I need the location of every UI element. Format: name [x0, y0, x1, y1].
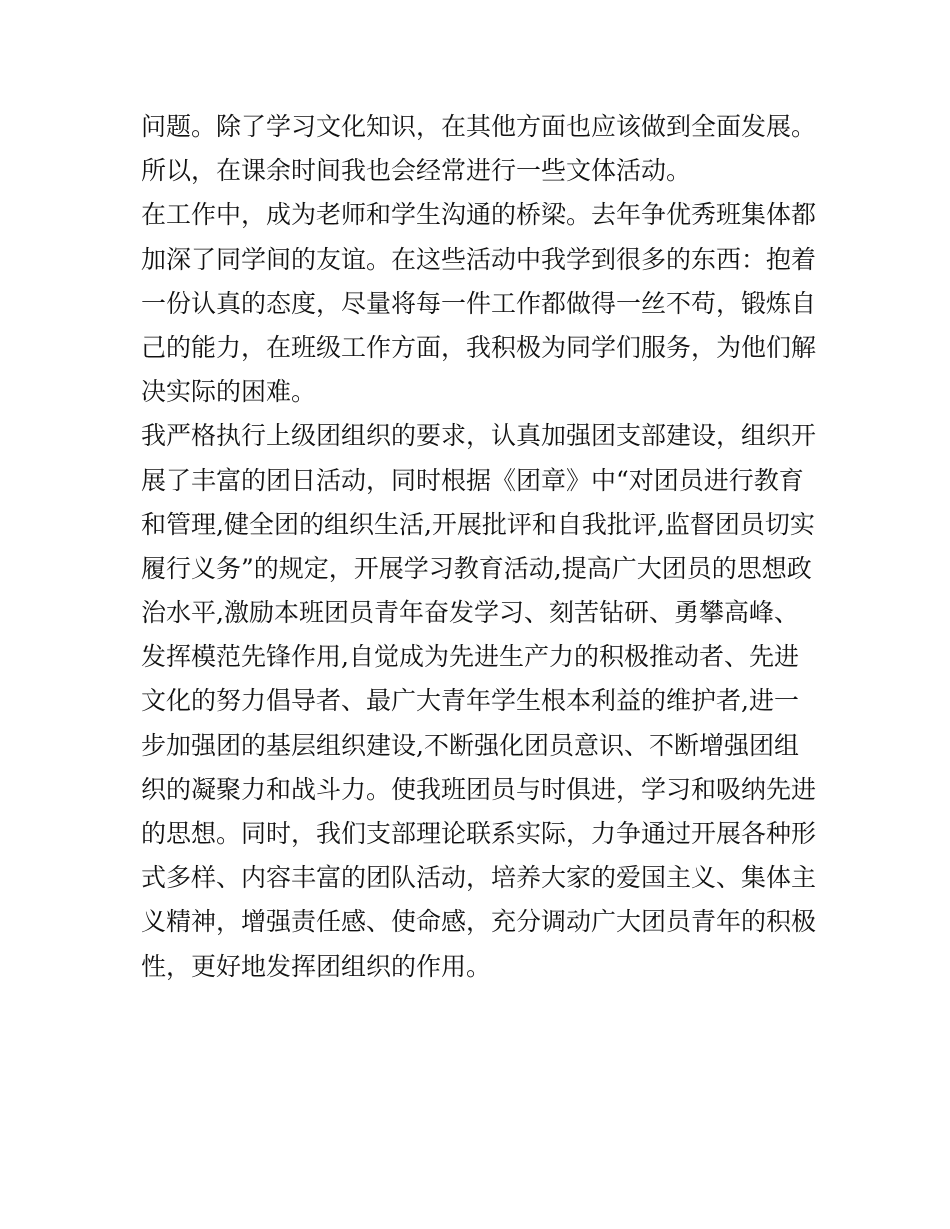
- text-line: 式多样、内容丰富的团队活动，培养大家的爱国主义、集体主: [141, 863, 817, 893]
- text-line: 履行义务”的规定，开展学习教育活动,提高广大团员的思想政: [141, 553, 812, 583]
- text-line: 所以，在课余时间我也会经常进行一些文体活动。: [141, 156, 692, 186]
- text-line: 和管理,健全团的组织生活,开展批评和自我批评,监督团员切实: [141, 509, 815, 539]
- text-line: 的思想。同时，我们支部理论联系实际，力争通过开展各种形: [141, 819, 817, 848]
- text-line: 一份认真的态度，尽量将每一件工作都做得一丝不苟，锻炼自: [141, 288, 817, 318]
- text-line: 展了丰富的团日活动，同时根据《团章》中“对团员进行教育: [141, 465, 804, 495]
- text-line: 步加强团的基层组织建设,不断强化团员意识、不断增强团组: [141, 730, 799, 760]
- text-line: 问题。除了学习文化知识，在其他方面也应该做到全面发展。: [141, 112, 817, 141]
- text-line: 我严格执行上级团组织的要求，认真加强团支部建设，组织开: [141, 421, 817, 451]
- document-body: [141, 105, 821, 989]
- text-line: 在工作中，成为老师和学生沟通的桥梁。去年争优秀班集体都: [141, 200, 817, 230]
- text-line: 加深了同学间的友谊。在这些活动中我学到很多的东西：抱着: [141, 244, 817, 274]
- text-line: 发挥模范先锋作用,自觉成为先进生产力的积极推动者、先进: [141, 642, 799, 672]
- text-line: 义精神，增强责任感、使命感，充分调动广大团员青年的积极: [141, 907, 817, 937]
- text-line: 治水平,激励本班团员青年奋发学习、刻苦钻研、勇攀高峰、: [141, 598, 799, 628]
- text-line: 织的凝聚力和战斗力。使我班团员与时俱进，学习和吸纳先进: [141, 774, 817, 804]
- text-line: 己的能力，在班级工作方面，我积极为同学们服务，为他们解: [141, 332, 817, 362]
- text-line: 文化的努力倡导者、最广大青年学生根本利益的维护者,进一: [141, 686, 799, 716]
- text-line: 性，更好地发挥团组织的作用。: [141, 951, 492, 981]
- text-line: 决实际的困难。: [141, 377, 317, 407]
